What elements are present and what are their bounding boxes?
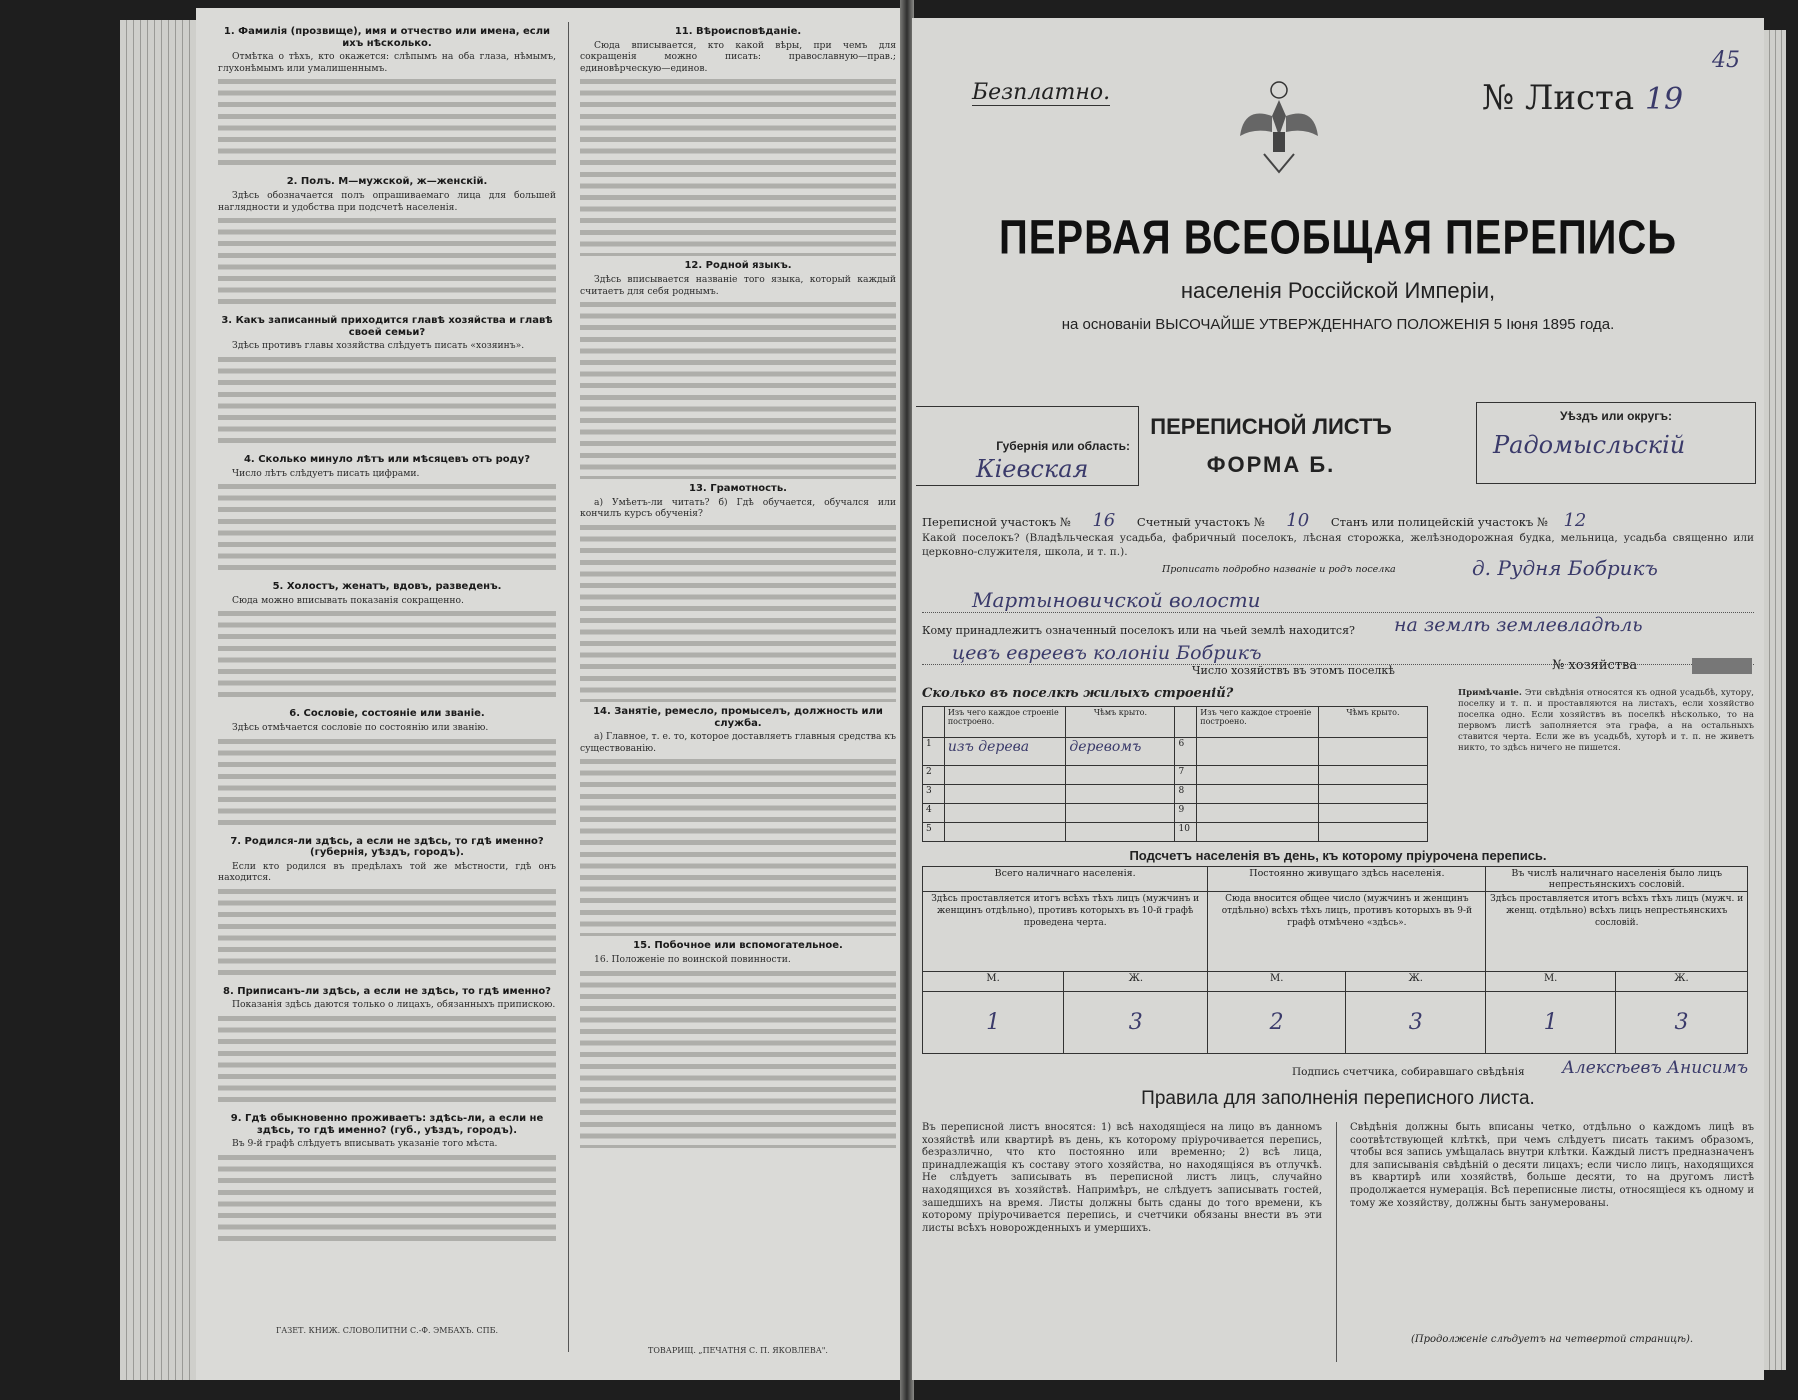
owner-question: Кому принадлежитъ означенный поселокъ или на чьей землѣ находится? [922,624,1355,637]
eagle-emblem [1234,76,1324,176]
building-material [944,784,1066,803]
illegible-text-block [218,76,556,172]
buildings-question: Сколько въ поселкѣ жилыхъ строеній? [922,686,1234,701]
subtitle: населенія Россійской Имперіи, [1180,278,1496,303]
column-2-items [580,26,896,1148]
building-number: 2 [923,765,945,784]
illegible-text-block [218,1013,556,1109]
household-number-redacted [1692,658,1752,674]
illegible-text-block [580,756,896,936]
buildings-note [1458,688,1754,754]
corner-number: 45 [1712,48,1740,73]
building-material [1197,737,1319,765]
col1-paragraph: Здѣсь отмѣчается сословіе по состоянію или званію. [232,721,489,733]
tally-title: Подсчетъ населенія въ день, къ которому пріурочена перепись. [1129,848,1547,863]
district-label: Уѣздъ или округъ: [1559,409,1673,423]
building-roof [1066,822,1175,841]
building-roof: деревомъ [1066,737,1175,765]
main-title: ПЕРВАЯ ВСЕОБЩАЯ ПЕРЕПИСЬ [999,211,1677,265]
female-count: 3 [1615,992,1747,1054]
building-roof [1318,737,1427,765]
male-count: 1 [923,992,1064,1054]
male-count: 1 [1486,992,1615,1054]
building-roof [1318,765,1427,784]
settlement-value-1: д. Рудня Бобрикъ [1472,556,1658,580]
roof-header-2: Чѣмъ крыто. [1318,707,1427,738]
col2-heading: 15. Побочное или вспомогательное. [633,940,843,952]
male-label: М. [923,972,1064,992]
rules-right-column: Свѣдѣнія должны быть вписаны четко, отдѣльно о каждомъ лицѣ въ соотвѣтствующей клѣткѣ, при чемъ слѣдуетъ писать такимъ образомъ, чтобы вся запись умѣщалась внутри клѣтки. Каждый листъ предназначенъ для записыванія свѣдѣній о десяти лицахъ; если число лицъ, находящихся въ квартирѣ или хозяйствѣ, больше десяти, то на другомъ листѣ продолжается нумерація. Всѣ переписные листы, относящіеся къ одному и тому же хозяйству, должны быть занумерованы. [1350,1122,1754,1209]
settlement-question: Какой поселокъ? (Владѣльческая усадьба, фабричный поселокъ, лѣсная сторожка, желѣзнодорожная будка, мельница, усадьба священно или церковно-служителя, школа, и т. п.). [922,532,1754,558]
instructions-column-2 [580,22,896,1332]
left-printer-credit: ГАЗЕТ. КНИЖ. СЛОВОЛИТНИ С.-Ф. ЭМБАХЪ. СПБ. [275,1326,499,1335]
left-page [196,8,912,1380]
count-section-value: 10 [1286,510,1310,531]
building-number: 6 [1175,737,1197,765]
census-section-label: Переписной участокъ № [922,515,1071,529]
col1-heading: 7. Родился-ли здѣсь, а если не здѣсь, то гдѣ именно? (губернія, уѣздъ, городъ). [230,835,544,859]
instructions-column-1 [218,22,556,1312]
census-section-value: 16 [1092,510,1116,531]
tally-column-title: Въ числѣ наличнаго населенія было лицъ непрестьянскихъ сословій. [1486,867,1748,892]
female-count: 3 [1346,992,1486,1054]
rules-title: Правила для заполненія переписного листа. [1141,1088,1535,1109]
female-label: Ж. [1064,972,1208,992]
buildings-table [922,706,1428,842]
col1-paragraph: Здѣсь обозначается полъ опрашиваемаго лица для большей наглядности и удобства при подсчетѣ населенія. [218,189,556,213]
building-row [923,765,1428,784]
note-text: Эти свѣдѣнія относятся къ одной усадьбѣ, хутору, поселку и т. п. и проставляются на листахъ, если хозяйство поселка одно. Если хозяйствъ въ поселкѣ нѣсколько, то на первомъ листѣ заполняется эта графа, а на остальныхъ ставится черта. Если же въ усадьбѣ, хуторѣ и т. п. не живетъ никто, то здѣсь ничего не пишется. [1458,688,1755,753]
free-label: Безплатно. [972,80,1111,105]
col1-paragraph: Если кто родился въ предѣлахъ той же мѣстности, гдѣ онъ находится. [218,860,556,884]
district-box [1476,402,1756,484]
building-roof [1318,803,1427,822]
household-number-label: № хозяйства [1552,658,1638,673]
female-count: 3 [1064,992,1208,1054]
province-value: Кіевская [976,455,1089,483]
legal-basis: на основаніи ВЫСОЧАЙШЕ УТВЕРЖДЕННАГО ПОЛОЖЕНІЯ 5 Іюня 1895 года. [1061,316,1615,333]
building-material [1197,765,1319,784]
census-section-line [922,510,1586,531]
building-roof [1318,784,1427,803]
col2-paragraph: а) Умѣетъ-ли читать? б) Гдѣ обучается, обучался или кончилъ курсъ обученія? [580,496,896,520]
building-number: 4 [923,803,945,822]
illegible-text-block [218,215,556,311]
tally-column-title: Всего наличнаго населенія. [923,867,1208,892]
male-count: 2 [1208,992,1346,1054]
col1-paragraph: Отмѣтка о тѣхъ, кто окажется: слѣпымъ на оба глаза, нѣмымъ, глухонѣмымъ или умалишеннымъ. [218,51,556,74]
tally-grid [922,866,1748,1054]
sheet-number-field [1482,78,1683,118]
col2-paragraph: Здѣсь вписывается названіе того языка, который каждый считаетъ для себя роднымъ. [580,273,896,297]
illegible-text-block [218,886,556,982]
rules-left-column: Въ переписной листъ вносятся: 1) всѣ находящіеся на лицо въ данномъ хозяйствѣ или квартирѣ въ день, къ которому пріурочивается перепись, безразлично, что кто постоянно или временно; 2) всѣ лица, принадлежащія къ составу этого хозяйства, но находящіяся въ отлучкѣ. Не слѣдуетъ записывать въ переписной листъ лицъ, случайно находящихся въ хозяйствѣ. Напримѣръ, не слѣдуетъ записывать гостей, зашедшихъ на время. Листы должны быть сданы до того времени, къ которому пріурочивается перепись, и счетчики обязаны внести въ эти листы всѣхъ новорожденныхъ и умершихъ. [922,1122,1322,1234]
building-material [944,822,1066,841]
building-roof [1066,803,1175,822]
col1-paragraph: Сюда можно вписывать показанія сокращенно. [232,594,464,606]
illegible-text-block [218,736,556,832]
settlement-value-2: Мартыновичской волости [922,588,1754,613]
col1-heading: 8. Приписанъ-ли здѣсь, а если не здѣсь, то гдѣ именно? [223,985,551,997]
signature-label: Подпись счетчика, собиравшаго свѣдѣнія [1292,1066,1525,1078]
building-number: 8 [1175,784,1197,803]
material-header: Изъ чего каждое строеніе построено. [944,707,1066,738]
male-label: М. [1208,972,1346,992]
material-header-2: Изъ чего каждое строеніе построено. [1197,707,1319,738]
settlement-note: Прописать подробно названіе и родъ поселка [1162,564,1396,575]
col1-heading: 4. Сколько минуло лѣтъ или мѣсяцевъ отъ роду? [243,453,531,465]
col1-paragraph: Здѣсь противъ главы хозяйства слѣдуетъ писать «хозяинъ». [232,340,525,352]
illegible-text-block [580,968,896,1148]
signature-value: Алексѣевъ Анисимъ [1562,1058,1749,1078]
building-number: 5 [923,822,945,841]
buildings-rows [923,737,1428,841]
illegible-text-block [218,481,556,577]
count-section-label: Счетный участокъ № [1136,515,1265,529]
tally-table [922,866,1748,1054]
col2-heading: 14. Занятіе, ремесло, промыселъ, должность или служба. [593,705,883,729]
buildings-grid [922,706,1428,842]
col1-paragraph: Показанія здѣсь даются только о лицахъ, обязанныхъ припискою. [232,999,556,1011]
building-number: 1 [923,737,945,765]
building-row [923,822,1428,841]
rules-continued: (Продолженіе слѣдуетъ на четвертой страницѣ). [1410,1334,1694,1345]
form-title: ПЕРЕПИСНОЙ ЛИСТЪ [1150,414,1392,439]
roof-header: Чѣмъ крыто. [1066,707,1175,738]
col2-heading: 13. Грамотность. [689,483,787,495]
col1-paragraph: Число лѣтъ слѣдуетъ писать цифрами. [232,467,420,479]
building-material [944,765,1066,784]
col2-heading: 12. Родной языкъ. [684,260,792,272]
district-value: Радомысльскій [1493,431,1686,459]
province-label: Губернія или область: [996,439,1130,453]
building-material [1197,803,1319,822]
police-section-label: Станъ или полицейскій участокъ № [1330,515,1548,529]
sheet-number: 19 [1644,82,1684,117]
note-title: Примѣчаніе. [1458,688,1522,698]
building-number: 10 [1175,822,1197,841]
form-subtitle: ФОРМА Б. [1206,452,1336,477]
building-roof [1066,784,1175,803]
rules-divider [1336,1122,1337,1362]
col1-heading: 1. Фамилія (прозвище), имя и отчество или имена, если ихъ нѣсколько. [223,26,551,49]
illegible-text-block [580,299,896,479]
tally-values-row [923,992,1748,1054]
male-label: М. [1486,972,1615,992]
col1-heading: 5. Холостъ, женатъ, вдовъ, разведенъ. [272,581,502,593]
right-page [912,18,1764,1380]
col1-heading: 9. Гдѣ обыкновенно проживаетъ: здѣсь-ли, а если не здѣсь, то гдѣ именно? (губ., уѣздъ, городъ). [230,1113,544,1136]
building-material [1197,822,1319,841]
col1-heading: 6. Сословіе, состояніе или званіе. [289,708,485,720]
building-number: 3 [923,784,945,803]
col1-heading: 2. Полъ. М—мужской, ж—женскій. [286,176,488,188]
building-number: 7 [1175,765,1197,784]
illegible-text-block [580,522,896,702]
column-divider [568,22,569,1352]
col2-paragraph: 16. Положеніе по воинской повинности. [594,953,791,965]
tally-column-title: Постоянно живущаго здѣсь населенія. [1208,867,1486,892]
tally-desc-row [923,892,1748,972]
building-roof [1066,765,1175,784]
col2-paragraph: Сюда вписывается, кто какой вѣры, при чемъ для сокращенія можно писать: православную—прав.; единовѣрческую—единов. [580,39,896,74]
building-roof [1318,822,1427,841]
owner-value-2: цевъ евреевъ колоніи Бобрикъ [922,642,1754,665]
household-count-label: Число хозяйствъ въ этомъ поселкѣ [1192,664,1395,677]
female-label: Ж. [1615,972,1747,992]
illegible-text-block [218,608,556,704]
illegible-text-block [218,354,556,450]
illegible-text-block [580,76,896,256]
tally-column-description: Здѣсь проставляется итогъ всѣхъ тѣхъ лицъ (мужчинъ и женщинъ отдѣльно), противъ которыхъ въ 10-й графѣ проведена черта. [923,892,1208,972]
building-material: изъ дерева [944,737,1066,765]
col2-heading: 11. Вѣроисповѣданіе. [674,26,802,37]
building-material [944,803,1066,822]
illegible-text-block [218,1152,556,1248]
sheet-label: № Листа [1482,78,1635,118]
col2-paragraph: а) Главное, т. е. то, которое доставляетъ главныя средства къ существованію. [580,731,896,754]
right-printer-credit: ТОВАРИЩ. „ПЕЧАТНЯ С. П. ЯКОВЛЕВА". [648,1346,828,1355]
female-label: Ж. [1346,972,1486,992]
tally-column-description: Сюда вносится общее число (мужчинъ и женщинъ отдѣльно) всѣхъ тѣхъ лицъ, противъ которыхъ въ 9-й графѣ отмѣчено «здѣсь». [1208,892,1486,972]
province-box [916,406,1139,486]
building-number: 9 [1175,803,1197,822]
building-row [923,784,1428,803]
tally-column-description: Здѣсь проставляется итогъ всѣхъ тѣхъ лицъ (мужч. и женщ. отдѣльно) всѣхъ лицъ непрестьянскихъ сословій. [1486,892,1748,972]
building-row [923,737,1428,765]
building-material [1197,784,1319,803]
building-row [923,803,1428,822]
col1-paragraph: Въ 9-й графѣ слѣдуетъ вписывать указаніе того мѣста. [232,1138,498,1150]
tally-mf-row [923,972,1748,992]
col1-heading: 3. Какъ записанный приходится главѣ хозяйства и главѣ своей семьи? [221,315,553,338]
page-stack-right [1764,30,1786,1370]
column-1-items [218,26,556,1248]
tally-head-row [923,867,1748,892]
police-section-value: 12 [1563,510,1587,531]
owner-value-1: на землѣ землевладѣль [1394,614,1643,636]
